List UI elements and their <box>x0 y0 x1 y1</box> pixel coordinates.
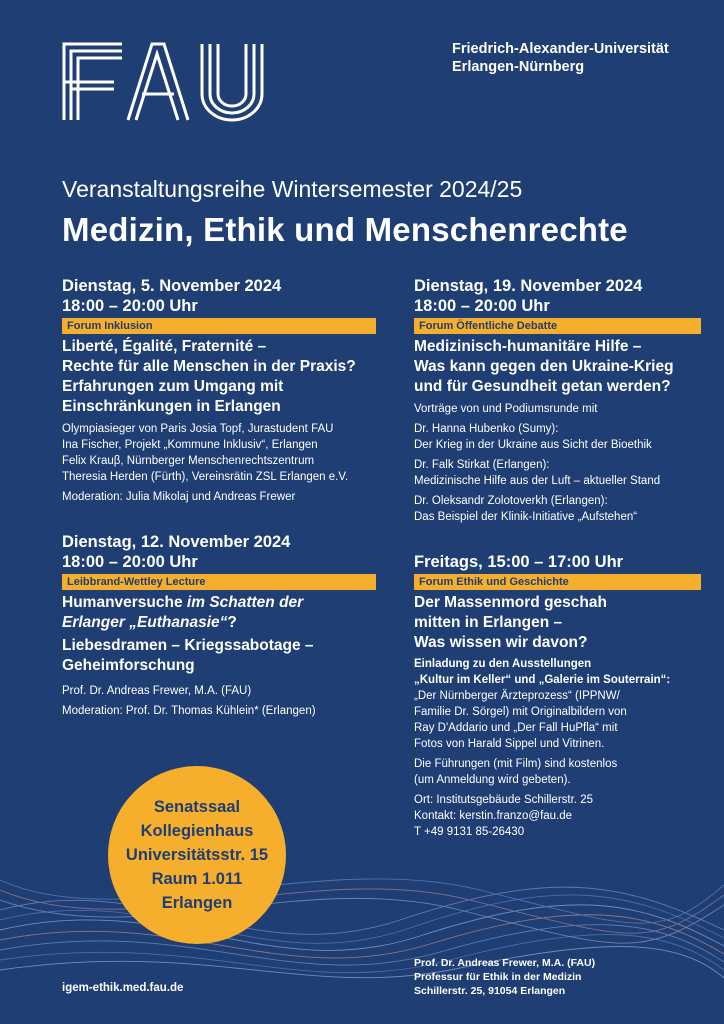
talk-item <box>414 457 702 489</box>
title-line: Erfahrungen zum Umgang mit <box>62 378 284 395</box>
venue-line: Universitätsstr. 15 <box>125 846 269 864</box>
speaker: Theresia Herden (Fürth), Vereinsrätin ZSL Erlangen e.V. <box>62 471 349 483</box>
exhibition-description <box>414 688 702 752</box>
page-title: Medizin, Ethik und Menschenrechte <box>62 211 628 248</box>
contact-info <box>414 792 702 840</box>
talk-topic: Das Beispiel der Klinik-Initiative „Aufstehen“ <box>414 511 638 523</box>
talk-item <box>414 493 702 525</box>
title-line: Rechte für alle Menschen in der Praxis? <box>62 358 356 375</box>
talk-topic: Der Krieg in der Ukraine aus Sicht der Bioethik <box>414 439 652 451</box>
event-date: Dienstag, 19. November 2024 <box>414 277 643 295</box>
event-nov-12 <box>62 532 377 719</box>
title-part: Humanversuche <box>62 594 183 611</box>
university-line-2: Erlangen-Nürnberg <box>452 59 585 75</box>
event-subtitle <box>62 636 377 676</box>
event-fridays <box>414 552 702 840</box>
talk-speaker: Dr. Oleksandr Zolotoverkh (Erlangen): <box>414 495 608 507</box>
desc-line: Familie Dr. Sörgel) mit Originalbildern von <box>414 706 627 718</box>
event-tag: Leibbrand-Wettley Lecture <box>62 574 376 590</box>
title-part-italic: im Schatten der <box>186 594 304 611</box>
desc-line: Ray D'Addario und „Der Fall HuPfla“ mit <box>414 722 618 734</box>
website-link[interactable]: igem-ethik.med.fau.de <box>62 982 184 994</box>
event-title <box>414 337 702 397</box>
fau-logo <box>62 42 282 122</box>
speaker: Ina Fischer, Projekt „Kommune Inklusiv“, Erlangen <box>62 439 318 451</box>
title-line: und für Gesundheit getan werden? <box>414 378 671 395</box>
desc-line: „Der Nürnberger Ärzteprozess“ (IPPNW/ <box>414 690 620 702</box>
venue-line: Erlangen <box>161 894 233 912</box>
venue-badge <box>108 766 286 944</box>
event-tag: Forum Inklusion <box>62 318 376 334</box>
venue-line: Raum 1.011 <box>151 870 243 888</box>
event-intro: Vorträge von und Podiumsrunde mit <box>414 403 598 415</box>
tour-line: Die Führungen (mit Film) sind kostenlos <box>414 758 618 770</box>
phone-line: T +49 9131 85-26430 <box>414 826 525 838</box>
title-part-italic: Erlanger „Euthanasie“ <box>62 614 228 631</box>
talk-speaker: Dr. Falk Stirkat (Erlangen): <box>414 459 550 471</box>
desc-line: Fotos von Harald Sippel und Vitrinen. <box>414 738 605 750</box>
event-tag: Forum Ethik und Geschichte <box>414 574 701 590</box>
event-title <box>62 337 377 417</box>
invite-line: Einladung zu den Ausstellungen <box>414 658 592 670</box>
speaker: Olympiasieger von Paris Josia Topf, Jurastudent FAU <box>62 423 334 435</box>
event-time: 18:00 – 20:00 Uhr <box>62 297 198 315</box>
event-date: Dienstag, 12. November 2024 <box>62 533 291 551</box>
tour-info <box>414 756 702 788</box>
event-tag: Forum Öffentliche Debatte <box>414 318 701 334</box>
title-line: Der Massenmord geschah <box>414 594 607 611</box>
subtitle-line: Geheimforschung <box>62 657 195 674</box>
title-line: Was kann gegen den Ukraine-Krieg <box>414 358 674 375</box>
event-time: Freitags, 15:00 – 17:00 Uhr <box>414 553 624 571</box>
location-line: Ort: Institutsgebäude Schillerstr. 25 <box>414 794 593 806</box>
event-date: Dienstag, 5. November 2024 <box>62 277 282 295</box>
talk-speaker: Dr. Hanna Hubenko (Sumy): <box>414 423 559 435</box>
event-nov-19 <box>414 276 702 525</box>
event-time: 18:00 – 20:00 Uhr <box>62 553 198 571</box>
speakers <box>62 421 377 485</box>
title-line: Einschränkungen in Erlangen <box>62 398 281 415</box>
moderation: Moderation: Prof. Dr. Thomas Kühlein* (Erlangen) <box>62 705 316 717</box>
event-title <box>414 593 702 653</box>
footer-contact <box>414 956 595 998</box>
event-time: 18:00 – 20:00 Uhr <box>414 297 550 315</box>
speaker: Felix Krauβ, Nürnberger Menschenrechtszentrum <box>62 455 315 467</box>
footer-line: Professur für Ethik in der Medizin <box>414 971 582 983</box>
speaker: Prof. Dr. Andreas Frewer, M.A. (FAU) <box>62 685 252 697</box>
university-line-1: Friedrich-Alexander-Universität <box>452 41 669 57</box>
subtitle-line: Liebesdramen – Kriegssabotage – <box>62 637 314 654</box>
footer-line: Schillerstr. 25, 91054 Erlangen <box>414 985 566 997</box>
event-title <box>62 593 377 633</box>
title-line: Medizinisch-humanitäre Hilfe – <box>414 338 642 355</box>
title-line: Liberté, Égalité, Fraternité – <box>62 338 267 355</box>
university-name <box>452 40 669 76</box>
title-line: mitten in Erlangen – <box>414 614 563 631</box>
title-line: Was wissen wir davon? <box>414 634 588 651</box>
talk-item <box>414 421 702 453</box>
email-line: Kontakt: kerstin.franzo@fau.de <box>414 810 573 822</box>
footer-line: Prof. Dr. Andreas Frewer, M.A. (FAU) <box>414 957 596 969</box>
invite-line: „Kultur im Keller“ und „Galerie im Souterrain“: <box>414 674 671 686</box>
venue-line: Senatssaal <box>153 798 241 816</box>
exhibition-invite <box>414 656 702 688</box>
talk-topic: Medizinische Hilfe aus der Luft – aktueller Stand <box>414 475 661 487</box>
series-heading: Veranstaltungsreihe Wintersemester 2024/25 <box>62 176 523 202</box>
moderation: Moderation: Julia Mikolaj und Andreas Frewer <box>62 491 296 503</box>
tour-line: (um Anmeldung wird gebeten). <box>414 774 571 786</box>
title-part: ? <box>227 614 237 631</box>
event-nov-5 <box>62 276 377 505</box>
venue-line: Kollegienhaus <box>140 822 254 840</box>
